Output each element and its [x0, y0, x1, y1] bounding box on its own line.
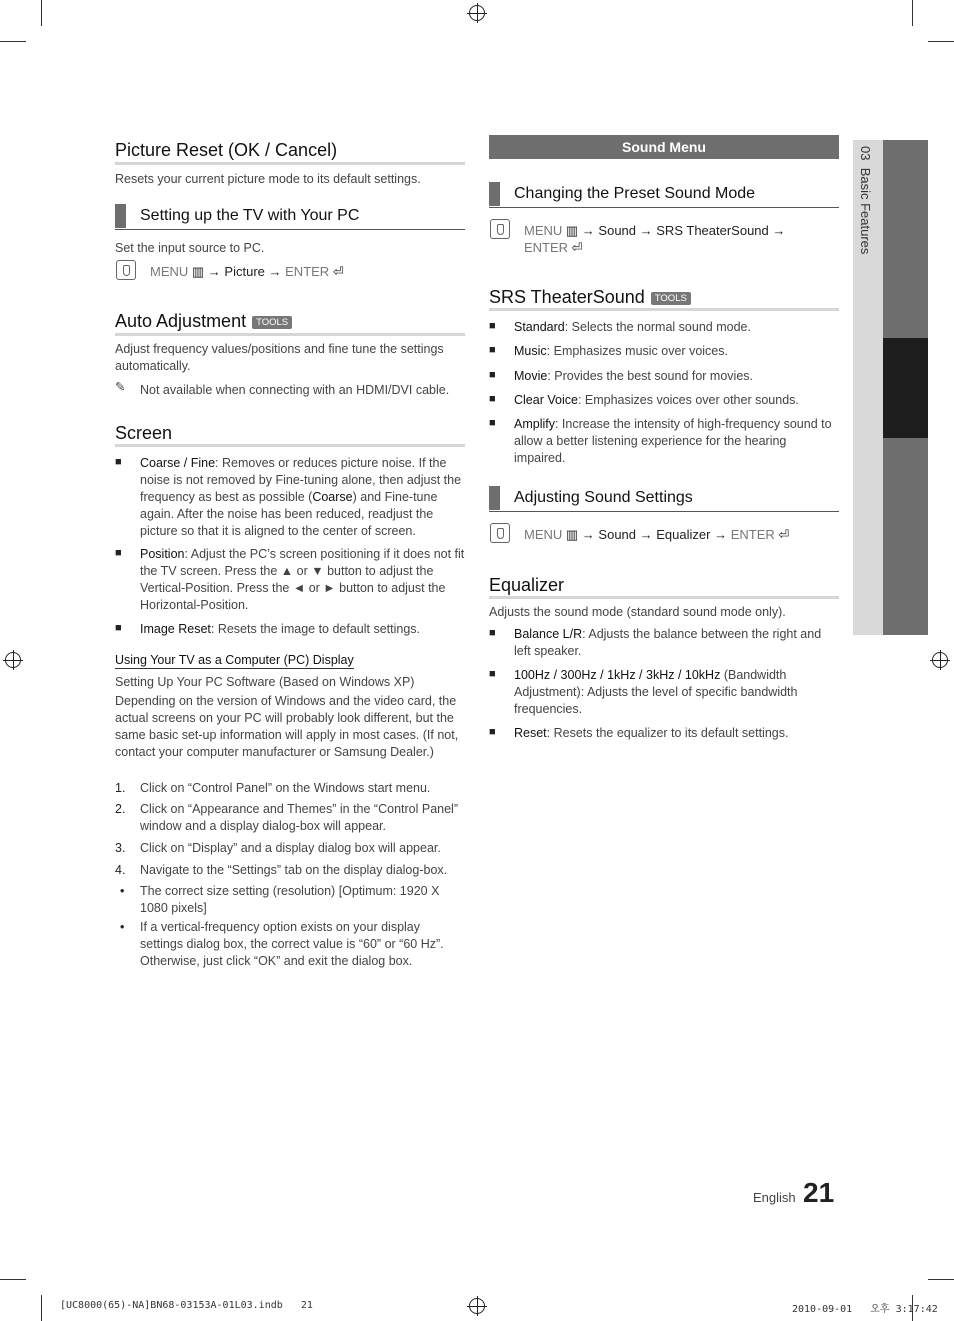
pc-display-title: Using Your TV as a Computer (PC) Display	[115, 653, 354, 667]
term: Coarse / Fine	[140, 456, 216, 470]
note-icon: ✎	[115, 380, 126, 394]
registration-mark-icon	[932, 652, 948, 668]
step-number: 2.	[115, 802, 126, 816]
preset-menu-path: MENU ▥ → Sound → SRS TheaterSound → ENTER ⏎	[524, 223, 786, 255]
footer-stamp: 2010-09-01 오후 3:17:42	[792, 1304, 938, 1315]
auto-adjustment-label: Auto Adjustment	[115, 311, 247, 331]
text: : Resets the image to default settings.	[210, 622, 421, 636]
enter-label: ENTER	[524, 240, 569, 255]
footer-file: [UC8000(65)-NA]BN68-03153A-01L03.indb 21	[60, 1300, 313, 1311]
chapter-label: Basic Features	[858, 167, 873, 255]
registration-mark-icon	[469, 1298, 485, 1314]
setup-pc-menu-path: MENU ▥ → Picture → ENTER ⏎	[150, 264, 344, 279]
menu-label: MENU	[524, 527, 563, 542]
adjust-menu-path: MENU ▥ → Sound → Equalizer → ENTER ⏎	[524, 527, 790, 542]
chapter-number: 03	[858, 146, 873, 161]
text: : Resets the equalizer to its default settings.	[546, 726, 789, 740]
sound-menu-label: Sound Menu	[622, 139, 706, 155]
step-number: 1.	[115, 781, 126, 795]
side-tab-active	[883, 338, 928, 438]
text: ) and Fine-tune again. After the noise has been reduced, readjust the picture so that it is aligned to the center of screen.	[140, 490, 438, 538]
auto-adjustment-title	[115, 311, 292, 332]
auto-adjustment-note: Not available when connecting with an HDMI/DVI cable.	[140, 383, 450, 397]
dot-item	[120, 883, 455, 917]
screen-title: Screen	[115, 423, 173, 443]
step-item	[115, 780, 465, 797]
divider	[115, 444, 465, 447]
step-item	[115, 840, 465, 857]
crop-mark	[0, 41, 26, 42]
list-item	[115, 546, 465, 614]
enter-label: ENTER	[730, 527, 775, 542]
text: : Emphasizes music over voices.	[546, 344, 728, 358]
step-text: Navigate to the “Settings” tab on the display dialog-box.	[140, 863, 448, 877]
square-bullet-icon: ■	[489, 320, 496, 332]
crop-mark	[41, 1295, 42, 1321]
square-bullet-icon: ■	[489, 726, 496, 738]
arrow: →	[268, 264, 282, 279]
pc-display-p2: Depending on the version of Windows and the video card, the actual screens on your PC will probably look different, but the same basic set-up information will apply in most cases. (If not, contact your computer manufacturer or Samsung Dealer.)	[115, 694, 459, 759]
square-bullet-icon: ■	[115, 622, 122, 634]
square-bullet-icon: ■	[489, 668, 496, 680]
crop-mark	[928, 1279, 954, 1280]
tools-badge: TOOLS	[252, 316, 292, 329]
adjust-title: Adjusting Sound Settings	[489, 489, 693, 507]
arrow: →	[581, 223, 595, 238]
text: : Removes or reduces picture noise. If the noise is not removed by Fine-tuning alone, then adjust the frequency as best as possible (	[140, 456, 462, 504]
term: Coarse	[312, 490, 353, 504]
term: Position	[140, 547, 185, 561]
menu-label: MENU	[150, 264, 189, 279]
term: Image Reset	[140, 622, 211, 636]
arrow: →	[581, 527, 595, 542]
step-text: Click on “Display” and a display dialog box will appear.	[140, 841, 441, 855]
picture-reset-desc: Resets your current picture mode to its default settings.	[115, 172, 421, 186]
enter-label: ENTER	[285, 264, 330, 279]
divider	[489, 596, 839, 599]
divider	[489, 207, 839, 208]
square-bullet-icon: ■	[489, 344, 496, 356]
equalizer-title: Equalizer	[489, 575, 565, 595]
arrow: →	[207, 264, 221, 279]
list-item	[115, 455, 465, 540]
term: Music	[514, 344, 547, 358]
step-number: 3.	[115, 841, 126, 855]
list-item	[489, 667, 839, 718]
list-item	[489, 626, 839, 660]
registration-mark-icon	[5, 652, 21, 668]
dot-item	[120, 919, 465, 970]
text: : Increase the intensity of high-frequency sound to allow a better listening experience for the hearing impaired.	[514, 417, 832, 465]
footer-language: English	[753, 1190, 796, 1205]
dot-bullet-icon: •	[120, 884, 125, 898]
dot-text: If a vertical-frequency option exists on your display settings dialog box, the correct value is “60” or “60 Hz”. Otherwise, just click “OK” and exit the dialog box.	[140, 920, 444, 968]
hand-icon	[490, 219, 510, 239]
square-bullet-icon: ■	[489, 417, 496, 429]
tools-badge: TOOLS	[651, 292, 691, 305]
step-item	[115, 801, 465, 835]
registration-mark-icon	[469, 5, 485, 21]
divider	[489, 308, 839, 311]
preset-title: Changing the Preset Sound Mode	[489, 185, 755, 203]
step-text: Click on “Control Panel” on the Windows start menu.	[140, 781, 431, 795]
crop-mark	[928, 41, 954, 42]
srs-title	[489, 287, 691, 308]
divider	[115, 333, 465, 336]
list-item	[489, 416, 839, 467]
text: : Emphasizes voices over other sounds.	[577, 393, 799, 407]
square-bullet-icon: ■	[489, 393, 496, 405]
term: Clear Voice	[514, 393, 578, 407]
setup-pc-title: Setting up the TV with Your PC	[115, 207, 359, 225]
dot-bullet-icon: •	[120, 920, 125, 934]
list-item	[489, 725, 839, 742]
crop-mark	[41, 0, 42, 26]
divider	[489, 511, 839, 512]
equalizer-desc: Adjusts the sound mode (standard sound mode only).	[489, 605, 786, 619]
list-item	[489, 368, 839, 385]
text: : Provides the best sound for movies.	[547, 369, 754, 383]
text: : Adjusts the balance between the right and left speaker.	[514, 627, 822, 658]
menu-label: MENU	[524, 223, 563, 238]
srs-label: SRS TheaterSound	[489, 287, 645, 307]
term: Movie	[514, 369, 548, 383]
divider	[115, 229, 465, 230]
term: 100Hz / 300Hz / 1kHz / 3kHz / 10kHz	[514, 668, 721, 682]
menu-item: Sound	[598, 223, 637, 238]
side-tab-dark	[883, 140, 928, 338]
term: Balance L/R	[514, 627, 583, 641]
term: Reset	[514, 726, 547, 740]
arrow: →	[714, 527, 728, 542]
square-bullet-icon: ■	[115, 547, 122, 559]
list-item	[489, 319, 839, 336]
step-number: 4.	[115, 863, 126, 877]
page-number: 21	[803, 1177, 835, 1208]
text: : Selects the normal sound mode.	[564, 320, 751, 334]
hand-icon	[116, 260, 136, 280]
square-bullet-icon: ■	[489, 369, 496, 381]
step-text: Click on “Appearance and Themes” in the “Control Panel” window and a display dialog-box will appear.	[140, 802, 458, 833]
divider	[115, 162, 465, 165]
term: Amplify	[514, 417, 555, 431]
arrow: →	[639, 527, 653, 542]
square-bullet-icon: ■	[115, 456, 122, 468]
square-bullet-icon: ■	[489, 627, 496, 639]
setup-pc-desc: Set the input source to PC.	[115, 241, 265, 255]
list-item	[489, 392, 839, 409]
term: Standard	[514, 320, 565, 334]
side-tab-label	[858, 146, 873, 254]
menu-item: Equalizer	[656, 527, 711, 542]
list-item	[115, 621, 465, 638]
text: : Adjust the PC’s screen positioning if it does not fit the TV screen. Press the ▲ or ▼ button to adjust the Vertical-Position. Press the ◄ or ► button to adjust the Horizontal-Position.	[140, 547, 465, 612]
picture-reset-title: Picture Reset (OK / Cancel)	[115, 140, 338, 160]
text: (Bandwidth Adjustment): Adjusts the level of specific bandwidth frequencies.	[514, 668, 798, 716]
pc-display-p1: Setting Up Your PC Software (Based on Windows XP)	[115, 675, 415, 689]
dot-text: The correct size setting (resolution) [Optimum: 1920 X 1080 pixels]	[140, 884, 440, 915]
menu-item: SRS TheaterSound	[656, 223, 769, 238]
sound-menu-band	[489, 135, 839, 159]
list-item	[489, 343, 839, 360]
side-tab-dark	[883, 438, 928, 635]
crop-mark	[912, 0, 913, 26]
hand-icon	[490, 523, 510, 543]
menu-item: Picture	[224, 264, 265, 279]
crop-mark	[0, 1279, 26, 1280]
step-item	[115, 862, 465, 879]
auto-adjustment-desc: Adjust frequency values/positions and fine tune the settings automatically.	[115, 342, 444, 373]
arrow: →	[772, 223, 786, 238]
menu-item: Sound	[598, 527, 637, 542]
arrow: →	[639, 223, 653, 238]
